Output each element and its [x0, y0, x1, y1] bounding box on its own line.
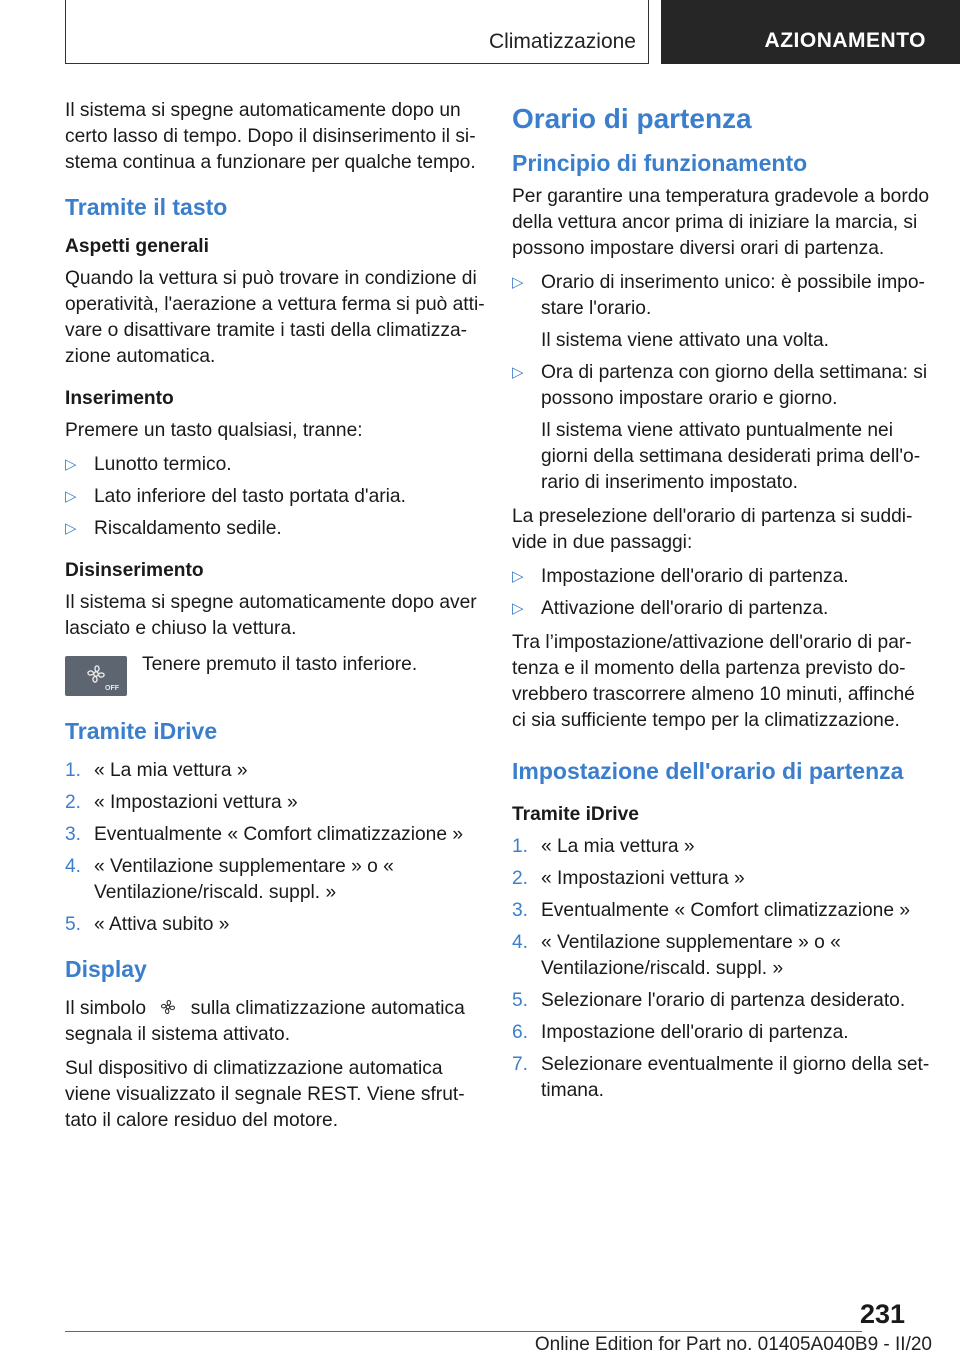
inserimento-paragraph: Premere un tasto qualsiasi, tranne:: [65, 420, 363, 441]
aspetti-paragraph: Quando la vettura si può trovare in condizione di operatività, l'aerazione a vettura ferma si può attivare o disattivare tramite i tasti della climatizzazione automatica.: [65, 268, 485, 367]
preselezione-paragraph: La preselezione dell'orario di partenza si suddivide in due passaggi:: [512, 506, 913, 553]
principio-paragraph: Per garantire una temperatura gradevole a bordo della vettura ancor prima di iniziare la marcia, si possono impostare diversi orari di partenza.: [512, 186, 930, 259]
display-paragraph: Il simbolo sulla climatizzazione automatica segnala il sistema attivato.: [65, 998, 465, 1045]
phases-list: [512, 564, 932, 622]
exceptions-list: [65, 452, 485, 542]
idrive-steps-left: [65, 758, 485, 938]
subheading-inserimento: Inserimento: [65, 388, 174, 409]
triangle-bullet-icon: ▷: [65, 456, 77, 473]
list-item: ▷ Orario di inserimento unico: è possibile impostare l'orario. Il sistema viene attivato una volta.: [512, 272, 925, 351]
heading-tramite-idrive-left: Tramite iDrive: [65, 718, 218, 744]
heading-orario-di-partenza: Orario di partenza: [512, 103, 752, 134]
list-item: 5. Selezionare l'orario di partenza desiderato.: [512, 990, 906, 1011]
subheading-disinserimento: Disinserimento: [65, 560, 204, 581]
list-item: 4. « Ventilazione supplementare » o « Ventilazione/riscald. suppl. »: [65, 856, 394, 903]
footer-edition: Online Edition for Part no. 01405A040B9 - II/20: [534, 1334, 932, 1355]
list-item: 5. « Attiva subito »: [65, 914, 230, 935]
right-column: [512, 98, 932, 1112]
fan-off-button-icon: [65, 656, 127, 696]
list-item: ▷ Attivazione dell'orario di partenza.: [512, 596, 932, 622]
list-item: 4. « Ventilazione supplementare » o « Ventilazione/riscald. suppl. »: [512, 932, 841, 979]
page-number: 231: [860, 1299, 906, 1329]
list-item: 3. Eventualmente « Comfort climatizzazione »: [512, 900, 910, 921]
list-item: 3. Eventualmente « Comfort climatizzazione »: [65, 824, 463, 845]
list-item: 1. « La mia vettura »: [512, 836, 695, 857]
heading-principio: Principio di funzionamento: [512, 150, 808, 176]
list-item: 7. Selezionare eventualmente il giorno della settimana.: [512, 1054, 930, 1101]
display-paragraph-2: Sul dispositivo di climatizzazione automatica viene visualizzato il segnale REST. Viene sfruttato il calore residuo del motore.: [65, 1058, 465, 1131]
list-item: ▷ Lunotto termico.: [65, 452, 485, 478]
triangle-bullet-icon: ▷: [512, 568, 524, 585]
header-rule-left: [65, 0, 66, 64]
tile-off-label: OFF: [105, 685, 119, 692]
heading-tramite-il-tasto: Tramite il tasto: [65, 194, 228, 220]
idrive-steps-right: [512, 834, 932, 1104]
footer-rule: [65, 1331, 862, 1332]
subheading-aspetti-generali: Aspetti generali: [65, 236, 209, 257]
triangle-bullet-icon: ▷: [512, 600, 524, 617]
tra-paragraph: Tra l’impostazione/attivazione dell'orario di partenza e il momento della partenza previsto dovrebbero trascorrere almeno 10 minuti, affinché ci sia sufficiente tempo per la climatizzazione.: [512, 632, 915, 731]
triangle-bullet-icon: ▷: [512, 274, 524, 291]
button-tile-row: [65, 652, 485, 698]
disinserimento-paragraph: Il sistema si spegne automaticamente dopo aver lasciato e chiuso la vettura.: [65, 592, 477, 639]
departure-options-list: [512, 270, 932, 496]
list-item: ▷ Lato inferiore del tasto portata d'aria.: [65, 484, 485, 510]
header-chapter-label: AZIONAMENTO: [764, 29, 926, 52]
list-item: 2. « Impostazioni vettura »: [65, 792, 298, 813]
heading-display: Display: [65, 956, 147, 982]
list-item: 1. « La mia vettura »: [65, 760, 248, 781]
triangle-bullet-icon: ▷: [512, 364, 524, 381]
header-rule-mid: [648, 0, 649, 64]
heading-impostazione: Impostazione dell'orario di partenza: [512, 758, 904, 784]
list-item: ▷ Ora di partenza con giorno della settimana: si possono impostare orario e giorno. Il sistema viene attivato puntualmente nei giorni della settimana desiderati prima dell'orario di inserimento impostato.: [512, 362, 928, 493]
tile-instruction: Tenere premuto il tasto inferiore.: [142, 654, 418, 675]
list-item: 6. Impostazione dell'orario di partenza.: [512, 1022, 849, 1043]
list-item: 2. « Impostazioni vettura »: [512, 868, 745, 889]
subheading-tramite-idrive-right: Tramite iDrive: [512, 804, 639, 825]
list-item: ▷ Riscaldamento sedile.: [65, 516, 485, 542]
header-rule-bottom: [65, 63, 649, 64]
fan-icon: [155, 996, 181, 1018]
list-item: ▷ Impostazione dell'orario di partenza.: [512, 564, 932, 590]
triangle-bullet-icon: ▷: [65, 488, 77, 505]
header-section-title: Climatizzazione: [488, 30, 636, 53]
header-chapter-tab: [661, 0, 960, 64]
intro-paragraph: Il sistema si spegne automaticamente dopo un certo lasso di tempo. Dopo il disinserimento il sistema continua a funzionare per qualche tempo.: [65, 100, 476, 173]
left-column: [65, 98, 485, 1142]
triangle-bullet-icon: ▷: [65, 520, 77, 537]
